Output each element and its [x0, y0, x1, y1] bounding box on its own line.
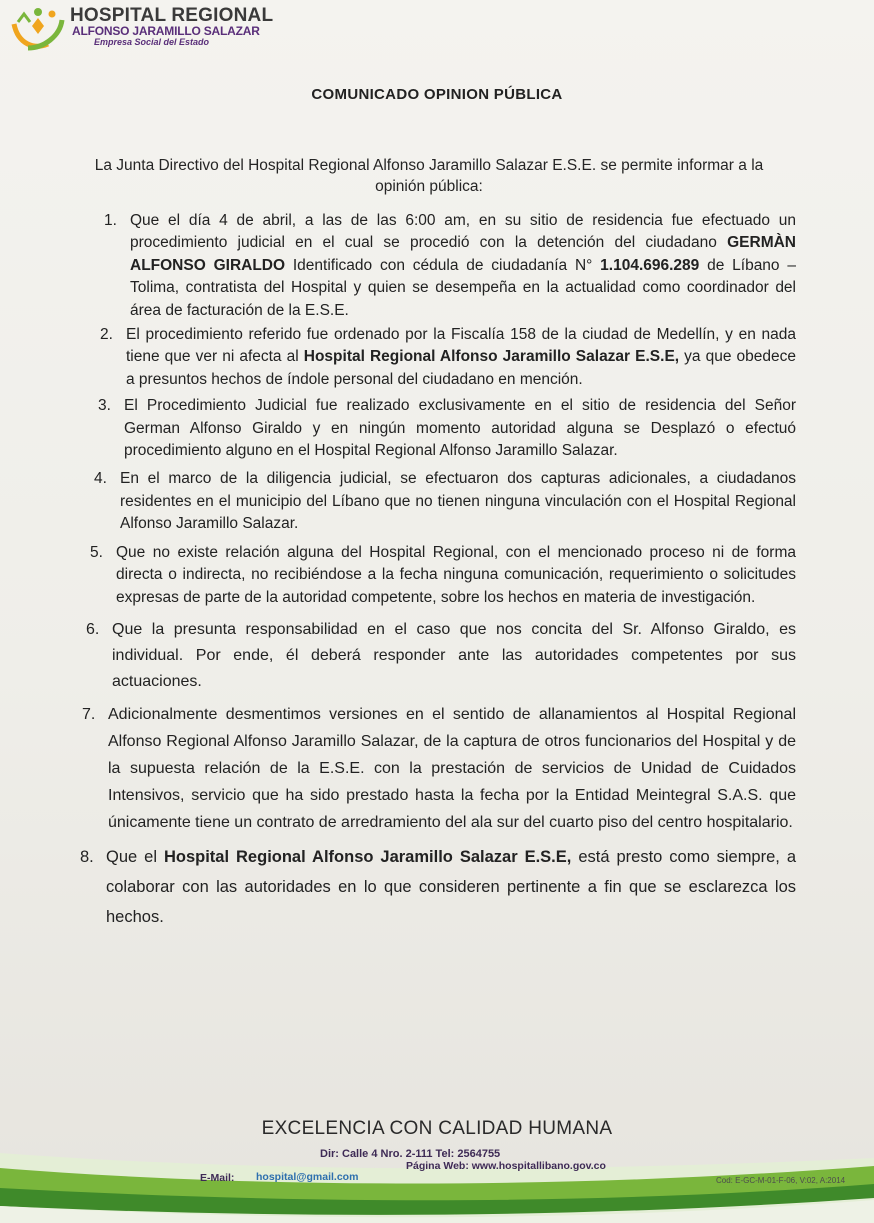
intro-paragraph: La Junta Directivo del Hospital Regional Alfonso Jaramillo Salazar E.S.E. se permite informar a la opinión pública:	[94, 157, 764, 195]
org-name: HOSPITAL REGIONAL	[70, 5, 274, 26]
statement-list	[80, 210, 797, 932]
document-title: COMUNICADO OPINION PÚBLICA	[311, 86, 563, 103]
org-subname: ALFONSO JARAMILLO SALAZAR	[72, 24, 260, 38]
brand-block	[70, 6, 273, 47]
list-item: 7. Adicionalmente desmentimos versiones en el sentido de allanamientos al Hospital Regional Alfonso Regional Alfonso Jaramillo Salazar, de la captura de otros funcionarios del Hospital y de la supuesta relación de la E.S.E. con la prestación de servicios de Unidad de Cuidados Intensivos, servicio que ha sido prestado hasta la fecha por la Entidad Meintegral S.A.S. que únicamente tiene un contrato de arredramiento del ala sur del cuarto piso del centro hospitalario.	[82, 705, 796, 831]
footer-address: Dir: Calle 4 Nro. 2-111 Tel: 2564755	[320, 1148, 501, 1160]
list-item: 8. Que el Hospital Regional Alfonso Jaramillo Salazar E.S.E, está presto como siempre, a colaborar con las autoridades en lo que consideren pertinente a fin que se esclarezca los hechos.	[80, 847, 797, 926]
list-item: 4. En el marco de la diligencia judicial, se efectuaron dos capturas adicionales, a ciudadanos residentes en el municipio del Líbano que no tienen ninguna vinculación con el Hospital Regional Alfonso Jaramillo Salazar.	[94, 470, 796, 533]
footer-email-link[interactable]: hospital@gmail.com	[256, 1171, 359, 1183]
footer-email-label: E-Mail:	[200, 1172, 235, 1184]
list-item: 6. Que la presunta responsabilidad en el caso que nos concita del Sr. Alfonso Giraldo, es individual. Por ende, él deberá responder ante las autoridades competentes por sus actuaciones.	[86, 620, 796, 690]
list-item: 3. El Procedimiento Judicial fue realizado exclusivamente en el sitio de residencia del Señor German Alfonso Giraldo y en ningún momento autoridad alguna se Desplazó o efectuó procedimiento alguno en el Hospital Regional Alfonso Jaramillo Salazar.	[98, 397, 796, 460]
footer-motto: EXCELENCIA CON CALIDAD HUMANA	[261, 1118, 613, 1139]
document-code: Cod: E-GC-M-01-F-06, V:02, A:2014	[716, 1176, 846, 1185]
footer-website-link[interactable]: Página Web: www.hospitallibano.gov.co	[406, 1160, 606, 1172]
list-item: 5. Que no existe relación alguna del Hospital Regional, con el mencionado proceso ni de forma directa o indirecta, no recibiéndose a la fecha ninguna comunicación, requerimiento o solicitudes expresas de parte de la autoridad competente, sobre los hechos en materia de investigación.	[90, 543, 796, 606]
list-item: 2. El procedimiento referido fue ordenado por la Fiscalía 158 de la ciudad de Medellín, y en nada tiene que ver ni afecta al Hospital Regional Alfonso Jaramillo Salazar E.S.E, ya que obedece a presuntos hechos de índole personal del ciudadano en mención.	[100, 326, 796, 388]
list-item: 1. Que el día 4 de abril, a las de las 6:00 am, en su sitio de residencia fue efectuado un procedimiento judicial en el cual se procedió con la detención del ciudadano GERMÀN ALFONSO GIRALDO Identificado con cédula de ciudadanía N° 1.104.696.289 de Líbano – Tolima, contratista del Hospital y quien se desempeña en la actualidad como coordinador del área de facturación de la E.S.E.	[104, 212, 796, 319]
hospital-logo-icon	[8, 4, 68, 52]
org-type: Empresa Social del Estado	[94, 37, 210, 47]
